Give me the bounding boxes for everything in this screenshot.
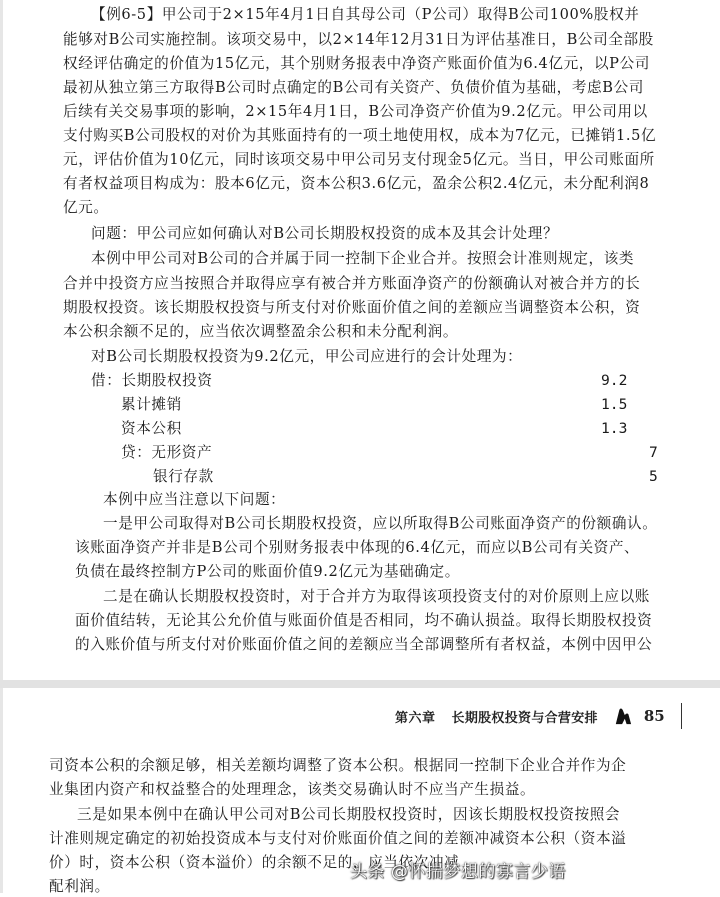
text-line: 面价值结转，无论其公允价值与账面价值是否相同，均不确认损益。取得长期股权投资 <box>75 612 653 629</box>
journal-debit-label: 借：长期股权投资 <box>91 372 213 389</box>
question-line: 问题：甲公司应如何确认对B公司长期股权投资的成本及其会计处理？ <box>91 225 559 242</box>
text-line: 期股权投资。该长期股权投资与所支付对价账面价值之间的差额应当调整资本公积，资 <box>63 299 641 316</box>
text-line: 业集团内资产和权益整合的处理理念，该类交易确认时不应当产生损益。 <box>49 781 536 798</box>
page-number: 85 <box>643 707 665 725</box>
text-line: 有者权益项目构成为：股本6亿元，资本公积3.6亿元，盈余公积2.4亿元，未分配利润8 <box>63 175 650 192</box>
text-line: 价）时，资本公积（资本溢价）的余额不足的，应当依次冲减 <box>49 854 460 871</box>
text-line: 司资本公积的余额足够，相关差额均调整了资本公积。根据同一控制下企业合并作为企 <box>49 757 627 774</box>
page-divider <box>0 680 720 688</box>
text-line: 合并中投资方应当按照合并取得应享有被合并方账面净资产的份额确认对被合并方的长 <box>63 275 641 292</box>
text-line: 亿元。 <box>63 199 109 216</box>
example-title-line: 【例6-5】甲公司于2×15年4月1日自其母公司（P公司）取得B公司100%股权并 <box>91 6 640 23</box>
header-divider <box>681 703 682 729</box>
publisher-logo-icon <box>614 707 632 725</box>
text-line: 本公积余额不足的，应当依次调整盈余公积和未分配利润。 <box>63 323 459 340</box>
journal-debit-amount: 1.5 <box>601 396 628 413</box>
text-line: 配利润。 <box>49 878 110 895</box>
chapter-title: 长期股权投资与合营安排 <box>451 710 598 726</box>
journal-debit-label: 累计摊销 <box>121 396 182 413</box>
text-line: 三是如果本例中在确认甲公司对B公司长期股权投资时，因该长期股权投资按照会 <box>77 806 621 823</box>
entry-intro-line: 对B公司长期股权投资为9.2亿元，甲公司应进行的会计处理为： <box>91 348 523 365</box>
notes-intro-line: 本例中应当注意以下问题： <box>103 491 286 508</box>
text-line: 最初从独立第三方取得B公司时点确定的B公司有关资产、负债价值为基础，考虑B公司 <box>63 79 644 96</box>
text-line: 能够对B公司实施控制。该项交易中，以2×14年12月31日为评估基准日，B公司全部股 <box>63 31 654 48</box>
text-line: 二是在确认长期股权投资时，对于合并方为取得该项投资支付的对价原则上应以账 <box>103 588 650 605</box>
text-line: 本例中甲公司对B公司的合并属于同一控制下企业合并。按照会计准则规定，该类 <box>91 250 635 267</box>
text-line: 一是甲公司取得对B公司长期股权投资，应以所取得B公司账面净资产的份额确认。 <box>103 515 658 532</box>
journal-credit-label: 银行存款 <box>153 468 214 485</box>
source-watermark: 头条 @怀揣梦想的寡言少语 <box>350 862 566 882</box>
chapter-label: 第六章 <box>395 710 436 726</box>
text-line: 计准则规定确定的初始投资成本与支付对价账面价值之间的差额冲减资本公积（资本溢 <box>49 830 627 847</box>
text-line: 权经评估确定的价值为15亿元，其个别财务报表中净资产账面价值为6.4亿元，以P公司 <box>63 55 650 72</box>
text-line: 该账面净资产并非是B公司个别财务报表中体现的6.4亿元，而应以B公司有关资产、 <box>75 539 640 556</box>
running-header <box>395 702 682 730</box>
text-line: 负债在最终控制方P公司的账面价值9.2亿元为基础确定。 <box>75 563 460 580</box>
journal-credit-amount: 5 <box>649 468 658 485</box>
journal-credit-amount: 7 <box>649 444 658 461</box>
journal-credit-label: 贷：无形资产 <box>121 444 213 461</box>
text-line: 元，评估价值为10亿元，同时该项交易中甲公司另支付现金5亿元。当日，甲公司账面所 <box>63 151 655 168</box>
text-line: 支付购买B公司股权的对价为其账面持有的一项土地使用权，成本为7亿元，已摊销1.5亿 <box>63 127 657 144</box>
journal-debit-amount: 9.2 <box>601 372 628 389</box>
text-line: 后续有关交易事项的影响，2×15年4月1日，B公司净资产价值为9.2亿元。甲公司用以 <box>63 103 648 120</box>
text-line: 的入账价值与所支付对价账面价值之间的差额应当全部调整所有者权益，本例中因甲公 <box>75 636 653 653</box>
journal-debit-amount: 1.3 <box>601 420 628 437</box>
journal-debit-label: 资本公积 <box>121 420 182 437</box>
